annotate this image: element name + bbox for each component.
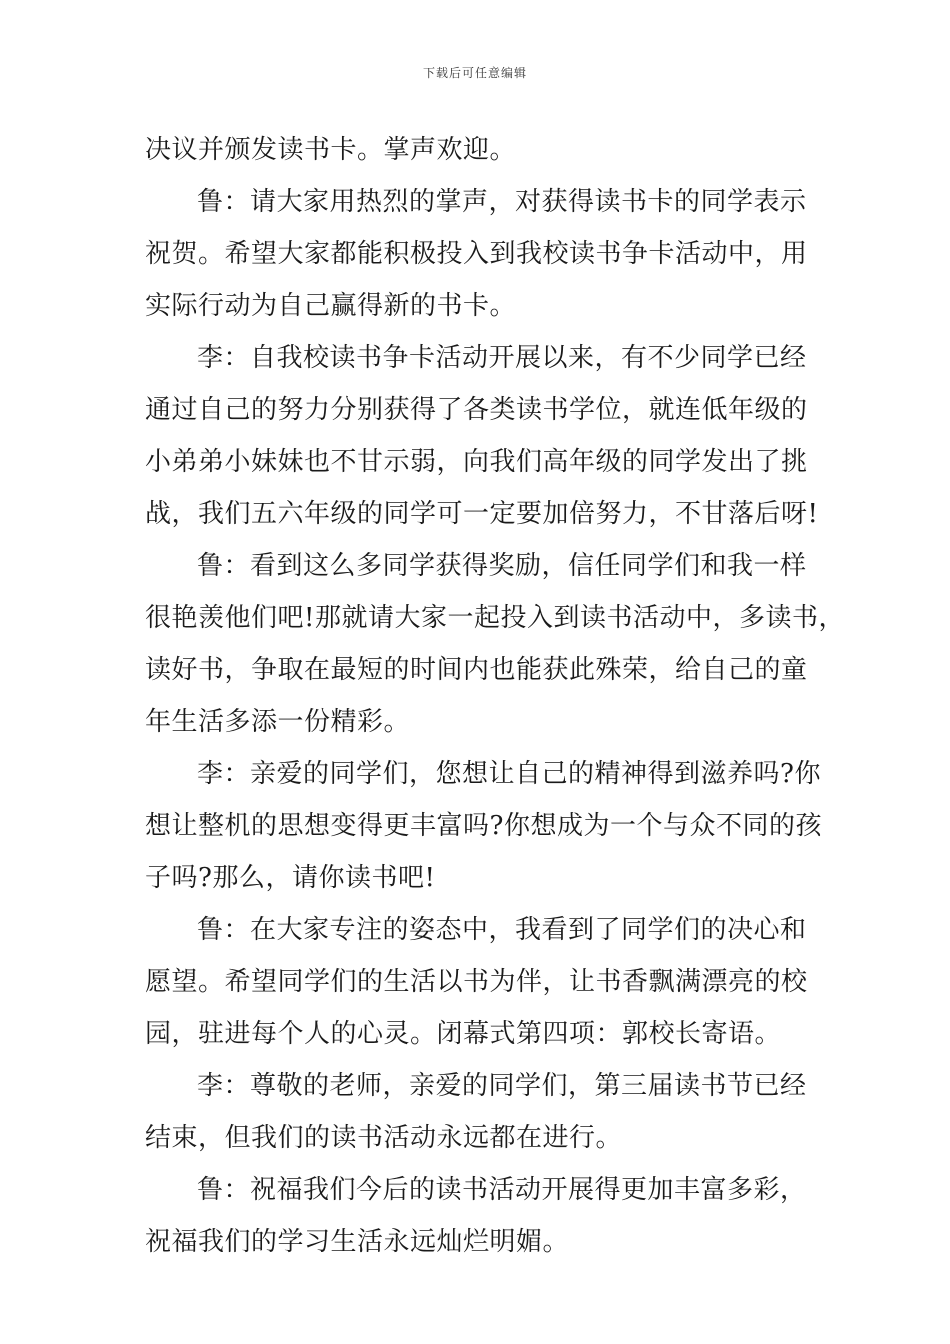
text-line: 实际行动为自己赢得新的书卡。 — [145, 291, 517, 321]
document-body — [145, 124, 845, 1268]
page-header: 下载后可任意编辑 — [422, 66, 527, 80]
text-line: 通过自己的努力分别获得了各类读书学位，就连低年级的 — [145, 395, 808, 425]
text-line: 年生活多添一份精彩。 — [145, 707, 411, 737]
text-line: 李：亲爱的同学们，您想让自己的精神得到滋养吗?你 — [197, 759, 821, 789]
text-line: 子吗?那么，请你读书吧! — [145, 863, 436, 893]
text-line: 鲁：看到这么多同学获得奖励，信任同学们和我一样 — [197, 551, 807, 581]
text-line: 愿望。希望同学们的生活以书为伴，让书香飘满漂亮的校 — [145, 967, 808, 997]
text-line: 李：尊敬的老师，亲爱的同学们，第三届读书节已经 — [197, 1071, 807, 1101]
text-line: 鲁：在大家专注的姿态中，我看到了同学们的决心和 — [197, 915, 807, 945]
text-line: 鲁：祝福我们今后的读书活动开展得更加丰富多彩， — [197, 1175, 807, 1205]
text-line: 读好书，争取在最短的时间内也能获此殊荣，给自己的童 — [145, 655, 808, 685]
text-line: 战，我们五六年级的同学可一定要加倍努力，不甘落后呀! — [145, 499, 819, 529]
text-line: 祝福我们的学习生活永远灿烂明媚。 — [145, 1227, 570, 1257]
text-line: 李：自我校读书争卡活动开展以来，有不少同学已经 — [197, 343, 807, 373]
text-line: 结束，但我们的读书活动永远都在进行。 — [145, 1123, 623, 1153]
text-line: 决议并颁发读书卡。掌声欢迎。 — [145, 135, 517, 165]
text-line: 想让整机的思想变得更丰富吗?你想成为一个与众不同的孩 — [145, 811, 822, 841]
text-line: 小弟弟小妹妹也不甘示弱，向我们高年级的同学发出了挑 — [145, 447, 808, 477]
text-line: 很艳羡他们吧!那就请大家一起投入到读书活动中，多读书， — [145, 603, 845, 633]
text-line: 鲁：请大家用热烈的掌声，对获得读书卡的同学表示 — [197, 187, 807, 217]
text-line: 祝贺。希望大家都能积极投入到我校读书争卡活动中，用 — [145, 239, 808, 269]
text-line: 园，驻进每个人的心灵。闭幕式第四项：郭校长寄语。 — [145, 1019, 782, 1049]
